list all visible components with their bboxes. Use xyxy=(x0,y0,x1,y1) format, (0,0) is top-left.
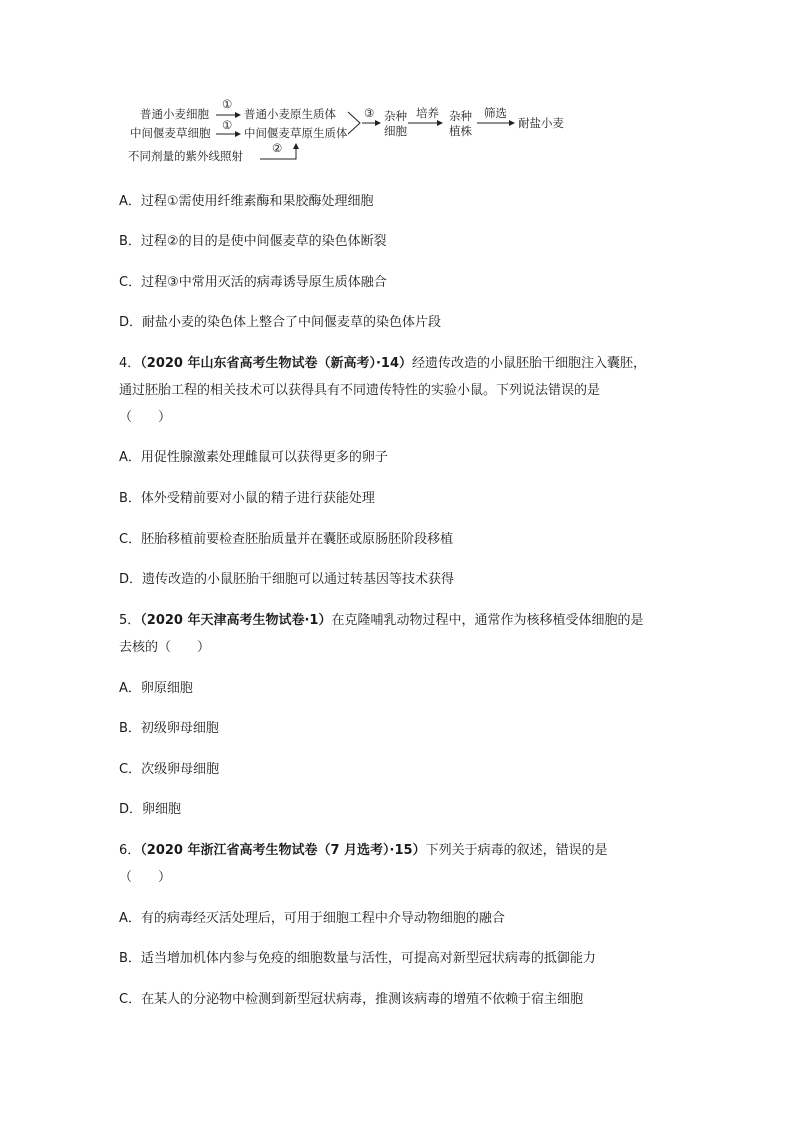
q4-stem-line1 xyxy=(119,357,646,370)
q4-number: 4． xyxy=(119,356,141,371)
diagram-step-3: ③ xyxy=(364,106,375,120)
diagram-normal-wheat-cell: 普通小麦细胞 xyxy=(140,107,209,121)
q6-stem-text1: 下列关于病毒的叙述，错误的是 xyxy=(425,843,608,858)
q4-answer-blank: （ ） xyxy=(119,410,172,425)
q5-stem-line2: 去核的（ ） xyxy=(119,640,211,655)
q6-source: （2020 年浙江省高考生物试卷（7 月选考）·15） xyxy=(140,843,426,858)
protoplast-fusion-diagram xyxy=(120,96,600,168)
q5-number: 5． xyxy=(119,613,141,628)
diagram-step-1-bottom: ① xyxy=(222,118,233,132)
q5-stem-text1: 在克隆哺乳动物过程中，通常作为核移植受体细胞的是 xyxy=(331,613,644,628)
q6-number: 6． xyxy=(119,843,141,858)
q5-option-c: C．次级卵母细胞 xyxy=(119,762,220,777)
diagram-salt-tolerant-wheat: 耐盐小麦 xyxy=(518,116,564,130)
diagram-hybrid-cell-line1: 杂种 xyxy=(384,109,407,123)
q4-stem-text1: 经遗传改造的小鼠胚胎干细胞注入囊胚， xyxy=(412,356,647,371)
q4-option-d: D．遗传改造的小鼠胚胎干细胞可以通过转基因等技术获得 xyxy=(119,572,455,587)
diagram-hybrid-cell-line2: 细胞 xyxy=(384,124,407,138)
q3-option-a: A．过程①需使用纤维素酶和果胶酶处理细胞 xyxy=(119,194,374,209)
diagram-culture-label: 培养 xyxy=(416,106,439,120)
q4-option-c: C．胚胎移植前要检查胚胎质量并在囊胚或原肠胚阶段移植 xyxy=(119,532,454,547)
q4-source: （2020 年山东省高考生物试卷（新高考）·14） xyxy=(140,356,413,371)
q3-option-c: C．过程③中常用灭活的病毒诱导原生质体融合 xyxy=(119,275,387,290)
q4-stem-line2: 通过胚胎工程的相关技术可以获得具有不同遗传特性的实验小鼠。下列说法错误的是 xyxy=(119,383,601,398)
q5-option-a: A．卵原细胞 xyxy=(119,681,193,696)
q6-answer-blank: （ ） xyxy=(119,870,172,885)
q6-option-b: B．适当增加机体内参与免疫的细胞数量与活性，可提高对新型冠状病毒的抵御能力 xyxy=(119,951,596,966)
diagram-step-1-top: ① xyxy=(222,97,233,111)
q6-option-c: C．在某人的分泌物中检测到新型冠状病毒，推测该病毒的增殖不依赖于宿主细胞 xyxy=(119,992,584,1007)
q5-option-d: D．卵细胞 xyxy=(119,802,182,817)
diagram-grass-cell: 中间偃麦草细胞 xyxy=(130,126,211,140)
q4-option-b: B．体外受精前要对小鼠的精子进行获能处理 xyxy=(119,491,375,506)
q6-option-a: A．有的病毒经灭活处理后，可用于细胞工程中介导动物细胞的融合 xyxy=(119,911,505,926)
q5-option-b: B．初级卵母细胞 xyxy=(119,721,219,736)
q5-source: （2020 年天津高考生物试卷·1） xyxy=(140,613,332,628)
q5-stem-line1 xyxy=(119,614,644,627)
diagram-uv-irradiation: 不同剂量的紫外线照射 xyxy=(128,149,243,163)
diagram-step-2: ② xyxy=(272,141,283,155)
diagram-normal-wheat-protoplast: 普通小麦原生质体 xyxy=(244,107,336,121)
q3-option-b: B．过程②的目的是使中间偃麦草的染色体断裂 xyxy=(119,234,387,249)
diagram-hybrid-plant-line2: 植株 xyxy=(449,124,472,138)
diagram-grass-protoplast: 中间偃麦草原生质体 xyxy=(244,126,348,140)
q3-option-d: D．耐盐小麦的染色体上整合了中间偃麦草的染色体片段 xyxy=(119,315,442,330)
diagram-screen-label: 筛选 xyxy=(484,106,507,120)
q4-option-a: A．用促性腺激素处理雌鼠可以获得更多的卵子 xyxy=(119,450,388,465)
q6-stem-line1 xyxy=(119,844,608,857)
diagram-hybrid-plant-line1: 杂种 xyxy=(449,109,472,123)
